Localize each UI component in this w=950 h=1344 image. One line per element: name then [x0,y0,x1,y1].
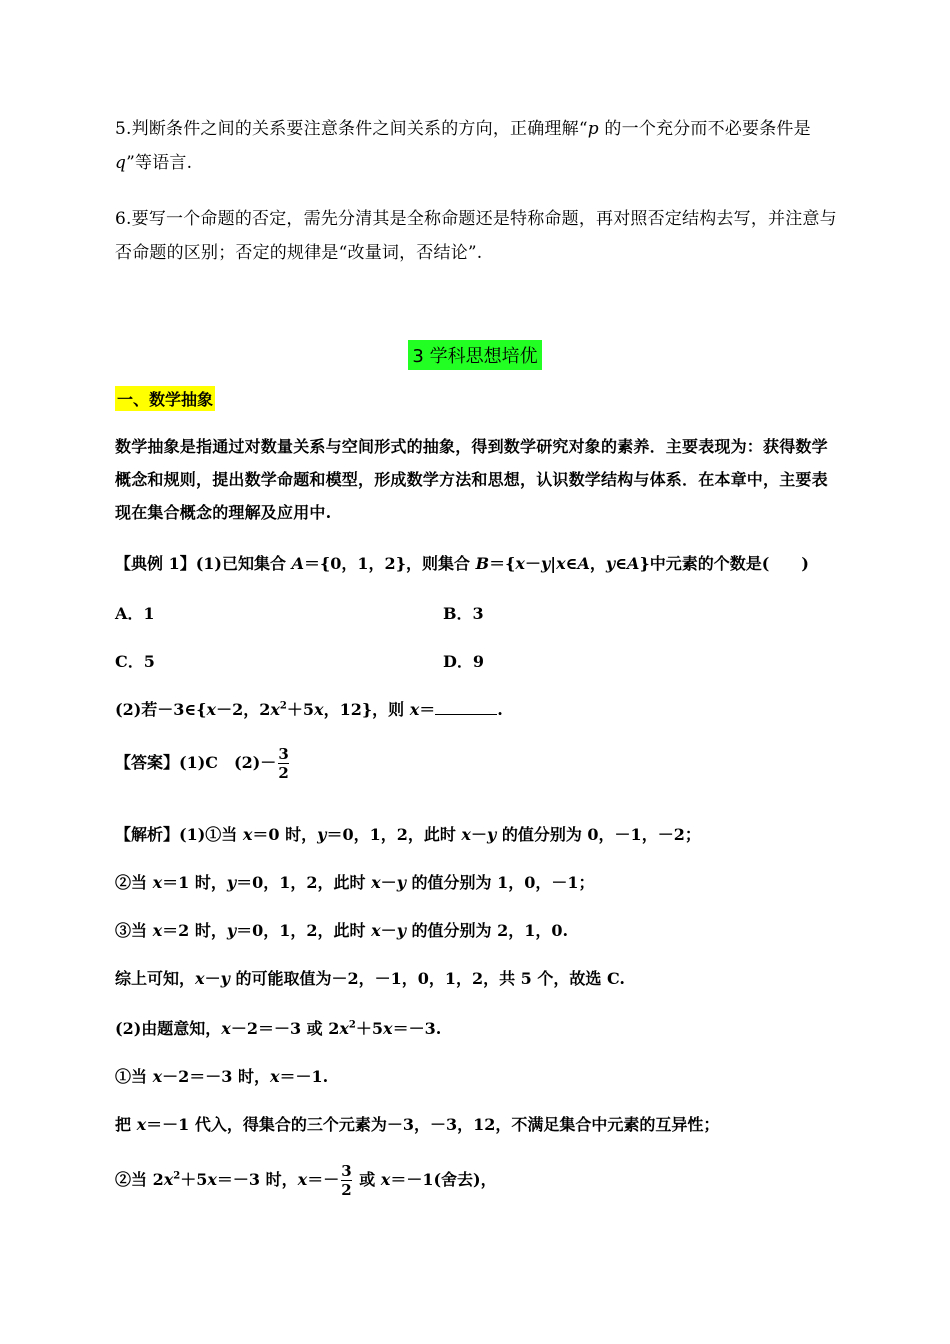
analysis-line-8: ②当 $2x^2+5x=-3$ 时，x＝－ $\frac{3}{2}$ 或 x＝－1(舍去)， [115,1162,497,1199]
analysis-line-1: 【解析】(1)①当 x＝0 时，y＝0，1，2，此时 x－y 的值分别为 0，－1，－2； [115,825,701,844]
option-d: D．9 [443,652,485,671]
example-1-question-1: 【典例 1】(1)已知集合 A＝{0，1，2}，则集合 B＝{x－y|x∈A，y∈A}中元素的个数是( ) [115,554,809,573]
item-5: 5.判断条件之间的关系要注意条件之间关系的方向，正确理解“p 的一个充分而不必要条件是 q”等语言. [115,119,811,173]
analysis-line-2: ②当 x＝1 时，y＝0，1，2，此时 x－y 的值分别为 1，0，－1； [115,873,595,892]
option-c: C．5 [115,652,155,671]
description-paragraph: 数学抽象是指通过对数量关系与空间形式的抽象，得到数学研究对象的素养．主要表现为：获得数学概念和规则，提出数学命题和模型，形成数学方法和思想，认识数学结构与体系．在本章中，主要表现在集合概念的理解及应用中. [115,437,828,522]
section-title: 3 学科思想培优 [0,340,950,370]
example-1-question-2: (2)若－3∈{x－2，$2x^2+5x$，12}，则 x＝ . [115,700,503,719]
analysis-line-4: 综上可知，x－y 的可能取值为－2，－1，0，1，2，共 5 个，故选 C. [115,969,625,988]
analysis-line-6: ①当 x－2＝－3 时，x＝－1. [115,1067,329,1086]
analysis-fraction: $\frac{3}{2}$ [341,1162,352,1199]
analysis-line-3: ③当 x＝2 时，y＝0，1，2，此时 x－y 的值分别为 2，1，0. [115,921,569,940]
analysis-line-7: 把 x＝－1 代入，得集合的三个元素为－3，－3，12，不满足集合中元素的互异性； [115,1115,720,1134]
item-6: 6.要写一个命题的否定，需先分清其是全称命题还是特称命题，再对照否定结构去写，并注意与否命题的区别；否定的规律是“改量词，否结论”. [115,209,837,263]
option-a: A．1 [115,604,155,623]
answer-fraction: $\frac{3}{2}$ [278,745,289,782]
answer-blank [435,700,497,715]
answer-line: 【答案】(1)C (2)－ $\frac{3}{2}$ [115,745,289,782]
heading-math-abstraction: 一、数学抽象 [115,386,215,411]
option-b: B．3 [443,604,484,623]
analysis-line-5: (2)由题意知，x－2＝－3 或 $2x^2+5x=-3$. [115,1019,442,1038]
